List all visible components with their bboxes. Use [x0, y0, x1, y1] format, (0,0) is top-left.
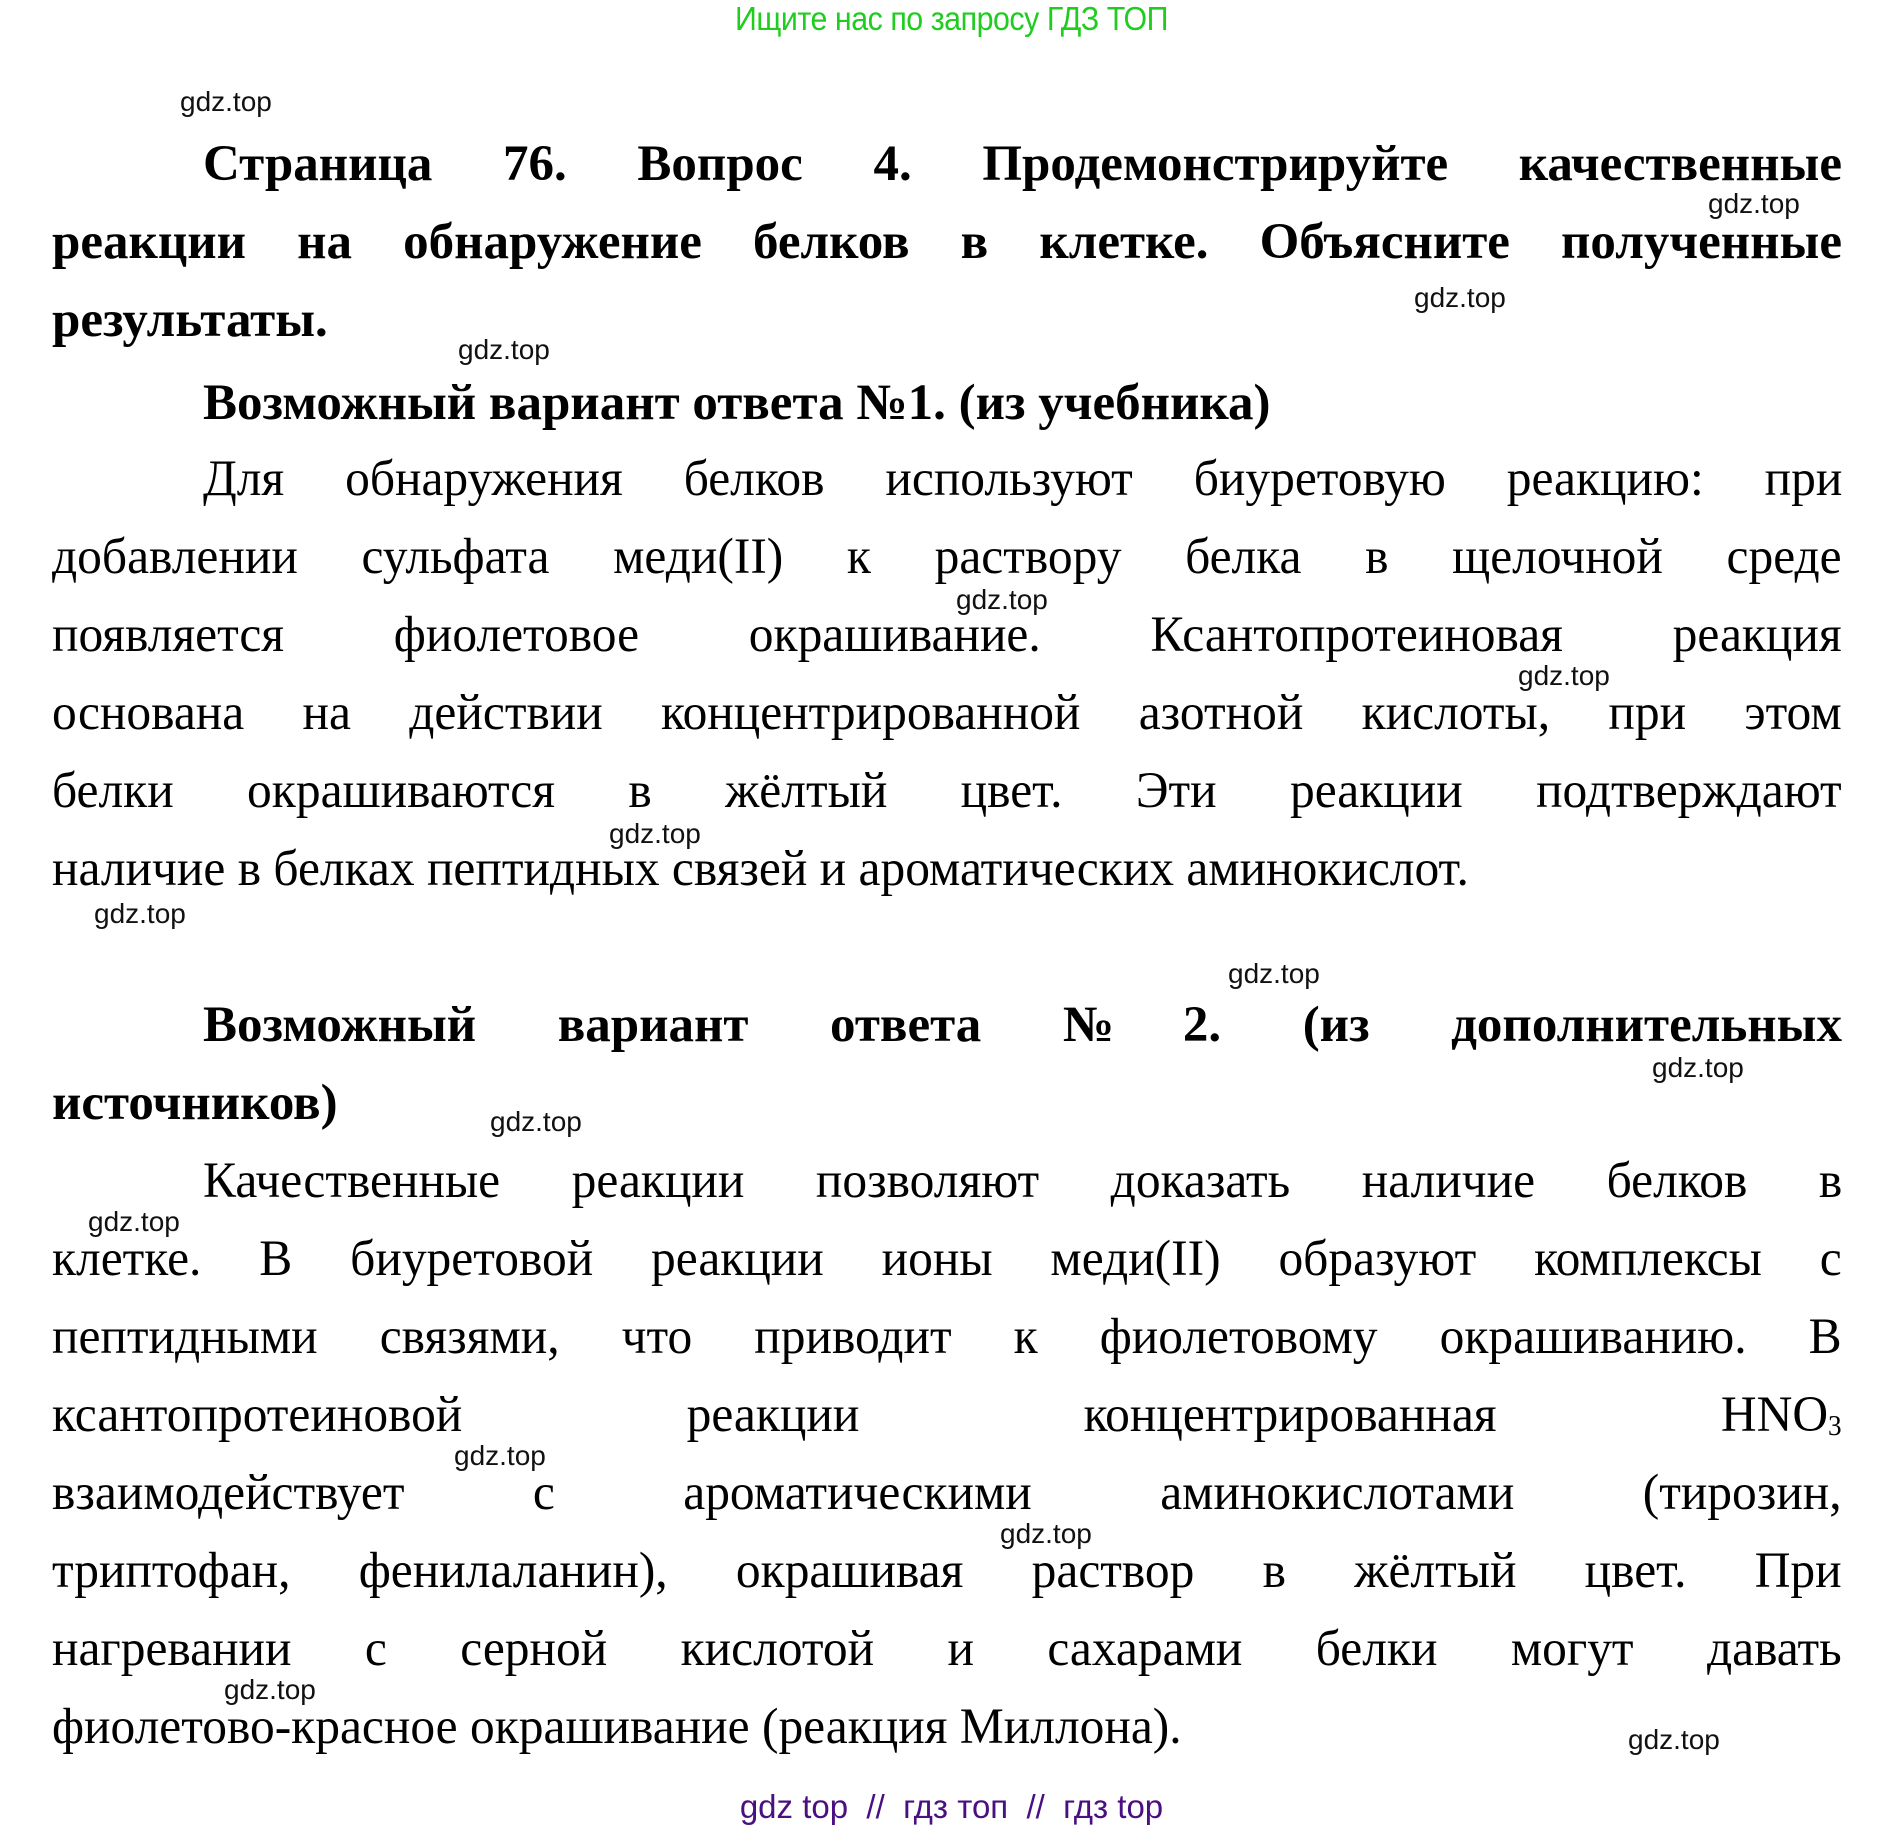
question-line: Страница 76. Вопрос 4. Продемонстрируйте качественные [203, 136, 1842, 192]
promo-header: Ищите нас по запросу ГДЗ ТОП [735, 0, 1168, 37]
answer-2-heading: Возможный вариант ответа №2. (из дополнительных [203, 997, 1842, 1053]
watermark: gdz.top [1000, 1518, 1092, 1549]
watermark: gdz.top [609, 818, 701, 849]
answer-line: клетке. В биуретовой реакции ионы меди(II) образуют комплексы с [52, 1231, 1842, 1287]
answer-1-heading: Возможный вариант ответа №1. (из учебника) [203, 375, 1271, 431]
question-line: реакции на обнаружение белков в клетке. Объясните полученные [52, 214, 1842, 270]
answer-line: основана на действии концентрированной азотной кислоты, при этом [52, 685, 1842, 741]
watermark: gdz.top [1708, 188, 1800, 219]
answer-line: пептидными связями, что приводит к фиолетовому окрашиванию. В [52, 1309, 1842, 1365]
watermark: gdz.top [956, 584, 1048, 615]
watermark: gdz.top [454, 1440, 546, 1471]
watermark: gdz.top [1518, 660, 1610, 691]
question-line: результаты. [52, 292, 328, 348]
answer-line-text: ксантопротеиновой реакции концентрированная HNO [52, 1387, 1829, 1443]
answer-line: взаимодействует с ароматическими аминокислотами (тирозин, [52, 1465, 1842, 1521]
watermark: gdz.top [1414, 282, 1506, 313]
footer-links: gdz top // гдз топ // гдз top [739, 1788, 1164, 1825]
answer-line: добавлении сульфата меди(II) к раствору белка в щелочной среде [52, 529, 1842, 585]
answer-line: фиолетово-красное окрашивание (реакция Миллона). [52, 1699, 1182, 1755]
answer-line: белки окрашиваются в жёлтый цвет. Эти реакции подтверждают [52, 763, 1842, 819]
answer-2-heading: источников) [52, 1075, 338, 1131]
watermark: gdz.top [180, 86, 272, 117]
watermark: gdz.top [458, 334, 550, 365]
watermark: gdz.top [94, 898, 186, 929]
watermark: gdz.top [1652, 1052, 1744, 1083]
watermark: gdz.top [88, 1206, 180, 1237]
answer-line: Качественные реакции позволяют доказать наличие белков в [203, 1153, 1843, 1209]
answer-line: наличие в белках пептидных связей и ароматических аминокислот. [52, 841, 1469, 897]
answer-line: триптофан, фенилаланин), окрашивая раствор в жёлтый цвет. При [52, 1543, 1842, 1599]
answer-line: нагревании с серной кислотой и сахарами белки могут давать [52, 1621, 1842, 1677]
watermark: gdz.top [1228, 958, 1320, 989]
subscript: 3 [1828, 1411, 1842, 1443]
answer-line: появляется фиолетовое окрашивание. Ксантопротеиновая реакция [52, 607, 1842, 663]
answer-line-hno3 [52, 1385, 1842, 1445]
watermark: gdz.top [224, 1674, 316, 1705]
watermark: gdz.top [490, 1106, 582, 1137]
answer-line: Для обнаружения белков используют биуретовую реакцию: при [203, 451, 1843, 507]
watermark: gdz.top [1628, 1724, 1720, 1755]
